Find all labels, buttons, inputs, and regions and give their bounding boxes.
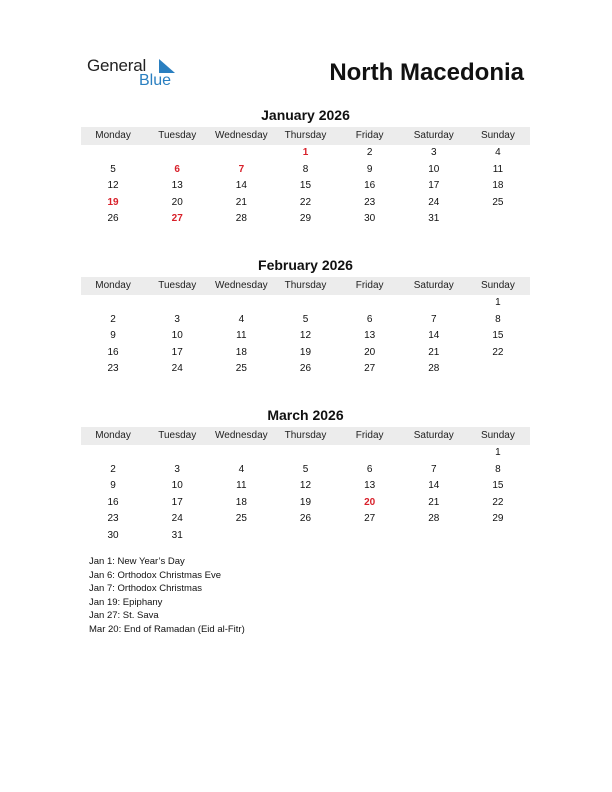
- day-cell: [145, 445, 209, 462]
- holiday-day-cell: 27: [171, 213, 183, 225]
- day-cell: 14: [428, 330, 440, 342]
- holiday-entry: Jan 27: St. Sava: [89, 610, 159, 621]
- day-cell: 22: [299, 196, 312, 208]
- week-row: [81, 162, 530, 179]
- holiday-list: [89, 555, 245, 636]
- day-cell: 12: [299, 330, 312, 342]
- weekday-label: Sunday: [480, 130, 515, 141]
- day-cell: 15: [299, 180, 312, 192]
- day-cell: 20: [171, 196, 183, 208]
- day-cell: 31: [171, 529, 183, 541]
- day-cell: [273, 528, 337, 545]
- day-cell: 16: [107, 346, 119, 358]
- holiday-entry: Jan 7: Orthodox Christmas: [89, 583, 202, 594]
- day-cell: 31: [428, 213, 440, 225]
- day-cell: 29: [299, 213, 312, 225]
- day-cell: [273, 445, 337, 462]
- day-cell: [466, 528, 530, 545]
- day-cell: [81, 445, 145, 462]
- day-cell: [402, 295, 466, 312]
- day-cell: 10: [428, 163, 440, 175]
- month-calendar: [81, 406, 530, 545]
- holiday-entry: Jan 1: New Year’s Day: [89, 556, 185, 567]
- day-cell: 28: [428, 513, 440, 525]
- day-cell: 11: [236, 480, 247, 492]
- day-cell: 22: [492, 496, 504, 508]
- day-cell: [209, 445, 273, 462]
- day-cell: 28: [428, 363, 440, 375]
- week-row: [81, 445, 530, 462]
- weekday-header: [81, 277, 530, 295]
- day-cell: 9: [366, 163, 373, 175]
- day-cell: 17: [171, 346, 183, 358]
- day-cell: [81, 295, 145, 312]
- weekday-label: Wednesday: [215, 430, 268, 441]
- month-title: March 2026: [267, 407, 344, 423]
- week-row: [81, 178, 530, 195]
- weekday-label: Tuesday: [158, 130, 197, 141]
- day-cell: 9: [110, 480, 116, 492]
- generalblue-logo: [87, 56, 197, 92]
- holiday-entry: Jan 6: Orthodox Christmas Eve: [89, 569, 221, 581]
- day-cell: [145, 295, 209, 312]
- weekday-label: Saturday: [413, 430, 454, 441]
- day-cell: 15: [492, 480, 504, 492]
- day-cell: 24: [171, 513, 183, 525]
- week-row: [81, 145, 530, 162]
- month-calendar: [81, 256, 530, 378]
- day-cell: 3: [174, 313, 180, 325]
- day-cell: [338, 295, 402, 312]
- day-cell: 27: [364, 363, 376, 375]
- week-row: [81, 361, 530, 378]
- day-cell: [402, 445, 466, 462]
- day-cell: 18: [235, 496, 247, 508]
- day-cell: 10: [171, 330, 183, 342]
- week-row: [81, 462, 530, 479]
- weekday-label: Sunday: [480, 280, 515, 291]
- day-cell: [81, 145, 145, 162]
- day-cell: [209, 145, 273, 162]
- weekday-label: Monday: [95, 430, 131, 441]
- week-row: [81, 478, 530, 495]
- weekday-label: Thursday: [284, 280, 327, 291]
- day-cell: [338, 445, 402, 462]
- weekday-label: Saturday: [413, 130, 454, 141]
- day-cell: 24: [171, 363, 183, 375]
- day-cell: 11: [236, 330, 247, 342]
- day-cell: [466, 361, 530, 378]
- week-row: [81, 345, 530, 362]
- weekday-header: [81, 127, 530, 145]
- day-cell: 14: [428, 480, 440, 492]
- weekday-label: Saturday: [413, 280, 454, 291]
- day-cell: [209, 295, 273, 312]
- week-row: [81, 312, 530, 329]
- day-cell: 26: [107, 213, 119, 225]
- weekday-label: Tuesday: [158, 430, 197, 441]
- day-cell: 23: [107, 363, 119, 375]
- weekday-label: Sunday: [480, 430, 515, 441]
- holiday-day-cell: 1: [302, 147, 309, 158]
- day-cell: 6: [366, 463, 373, 475]
- day-cell: 12: [107, 180, 119, 192]
- day-cell: 3: [430, 147, 437, 158]
- day-cell: [466, 211, 530, 228]
- month-title: January 2026: [261, 107, 350, 123]
- logo-flag-icon: [157, 59, 177, 73]
- day-cell: 30: [107, 529, 119, 541]
- day-cell: 8: [302, 163, 309, 175]
- day-cell: 8: [495, 463, 501, 475]
- day-cell: 30: [364, 213, 376, 225]
- holiday-day-cell: 19: [107, 196, 119, 208]
- day-cell: 14: [235, 180, 247, 192]
- holiday-entry: Jan 19: Epiphany: [89, 596, 163, 608]
- weekday-label: Monday: [95, 130, 131, 141]
- day-cell: 2: [366, 147, 373, 158]
- holiday-day-cell: 20: [364, 496, 376, 508]
- day-cell: 4: [238, 463, 245, 475]
- week-row: [81, 211, 530, 228]
- weekday-label: Thursday: [284, 130, 327, 141]
- day-cell: 25: [492, 196, 504, 208]
- weekday-label: Tuesday: [158, 280, 197, 291]
- week-row: [81, 511, 530, 528]
- weekday-label: Friday: [355, 280, 384, 291]
- day-cell: 21: [428, 346, 440, 358]
- weekday-label: Friday: [355, 430, 384, 441]
- day-cell: 21: [428, 496, 440, 508]
- day-cell: 23: [364, 196, 376, 208]
- day-cell: 19: [299, 496, 312, 508]
- logo-text-blue: Blue: [139, 72, 172, 89]
- day-cell: 16: [107, 496, 119, 508]
- day-cell: [338, 528, 402, 545]
- day-cell: 4: [495, 147, 501, 158]
- day-cell: 27: [364, 513, 376, 525]
- week-row: [81, 328, 530, 345]
- day-cell: 12: [299, 480, 312, 492]
- day-cell: 16: [364, 180, 376, 192]
- country-title: North Macedonia: [329, 59, 524, 86]
- day-cell: 13: [364, 480, 376, 492]
- day-cell: 29: [492, 513, 504, 525]
- day-cell: [209, 528, 273, 545]
- holiday-day-cell: 6: [174, 163, 180, 175]
- day-cell: 5: [302, 313, 309, 325]
- week-row: [81, 295, 530, 312]
- weekday-label: Thursday: [284, 430, 327, 441]
- day-cell: 10: [171, 480, 183, 492]
- day-cell: 3: [174, 463, 180, 475]
- day-cell: 26: [299, 363, 312, 375]
- weekday-label: Wednesday: [215, 130, 268, 141]
- day-cell: [402, 528, 466, 545]
- day-cell: 13: [171, 180, 183, 192]
- day-cell: 25: [235, 363, 247, 375]
- day-cell: 18: [235, 346, 247, 358]
- day-cell: 11: [492, 163, 504, 175]
- weekday-label: Monday: [95, 280, 131, 291]
- day-cell: [273, 295, 337, 312]
- day-cell: 5: [110, 163, 116, 175]
- day-cell: 9: [110, 330, 116, 342]
- weekday-header: [81, 427, 530, 445]
- weekday-label: Wednesday: [215, 280, 268, 291]
- day-cell: 1: [495, 447, 501, 458]
- day-cell: 20: [364, 346, 376, 358]
- day-cell: [145, 145, 209, 162]
- month-calendar: [81, 106, 530, 228]
- day-cell: 17: [171, 496, 183, 508]
- day-cell: 22: [492, 346, 504, 358]
- day-cell: 17: [428, 180, 440, 192]
- day-cell: 5: [302, 463, 309, 475]
- week-row: [81, 528, 530, 545]
- day-cell: 26: [299, 513, 312, 525]
- day-cell: 24: [428, 196, 440, 208]
- day-cell: 2: [110, 463, 116, 475]
- day-cell: 8: [495, 313, 501, 325]
- day-cell: 1: [495, 297, 501, 308]
- day-cell: 21: [235, 196, 247, 208]
- day-cell: 7: [430, 463, 437, 475]
- day-cell: 2: [110, 313, 116, 325]
- day-cell: 18: [492, 180, 504, 192]
- week-row: [81, 495, 530, 512]
- month-title: February 2026: [258, 257, 353, 273]
- day-cell: 19: [299, 346, 312, 358]
- holiday-entry: Mar 20: End of Ramadan (Eid al-Fitr): [89, 623, 245, 635]
- day-cell: 23: [107, 513, 119, 525]
- day-cell: 15: [492, 330, 504, 342]
- day-cell: 4: [238, 313, 245, 325]
- day-cell: 25: [235, 513, 247, 525]
- day-cell: 13: [364, 330, 376, 342]
- day-cell: 7: [430, 313, 437, 325]
- day-cell: 6: [366, 313, 373, 325]
- logo-text-general: General: [87, 56, 147, 75]
- day-cell: 28: [235, 213, 247, 225]
- weekday-label: Friday: [355, 130, 384, 141]
- week-row: [81, 195, 530, 212]
- holiday-day-cell: 7: [238, 163, 245, 175]
